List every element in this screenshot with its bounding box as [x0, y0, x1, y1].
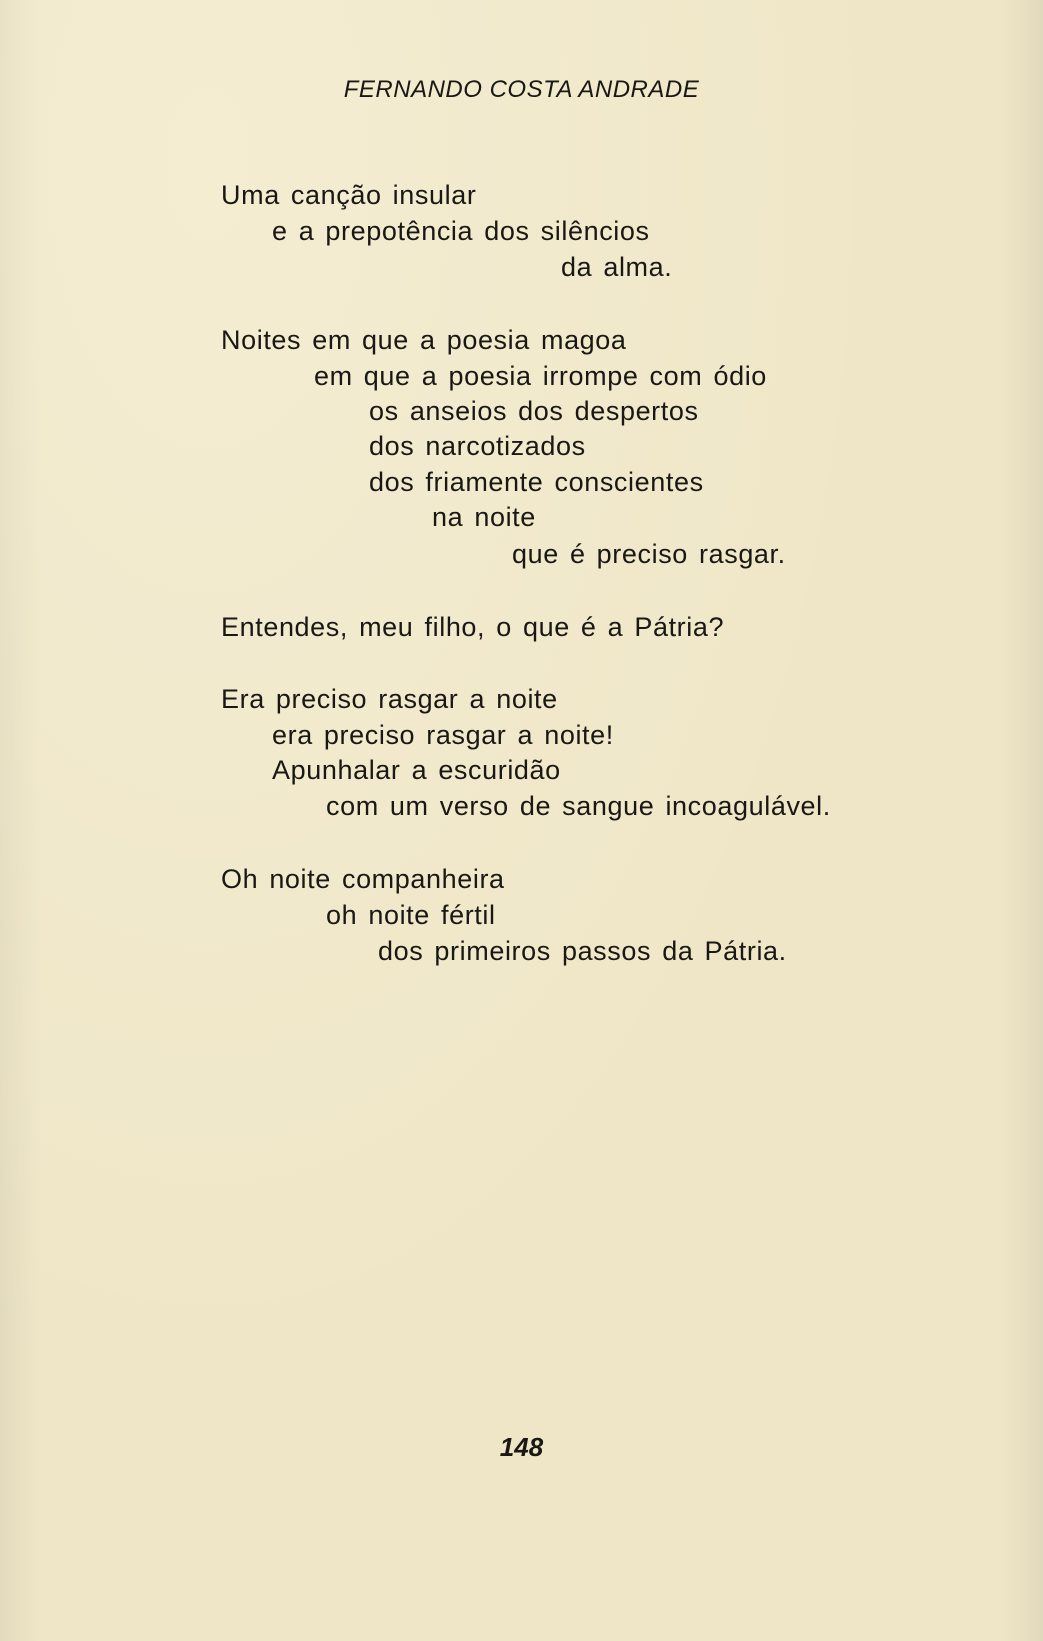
- poem-line: da alma.: [561, 252, 673, 282]
- poem-line: Era preciso rasgar a noite: [221, 684, 558, 714]
- poem-line: oh noite fértil: [326, 900, 496, 930]
- poem-line: Uma canção insular: [221, 180, 477, 210]
- page-number: 148: [499, 1432, 544, 1462]
- poem-line: era preciso rasgar a noite!: [272, 720, 614, 750]
- poem-line: Entendes, meu filho, o que é a Pátria?: [221, 612, 725, 642]
- poem-line: dos narcotizados: [369, 431, 586, 461]
- poem-line: dos primeiros passos da Pátria.: [378, 936, 787, 966]
- poem-line: em que a poesia irrompe com ódio: [314, 361, 767, 391]
- poem-line: com um verso de sangue incoagulável.: [326, 791, 831, 821]
- running-header-author: FERNANDO COSTA ANDRADE: [343, 76, 700, 103]
- poem-line: dos friamente conscientes: [369, 467, 704, 497]
- poem-line: Oh noite companheira: [221, 864, 505, 894]
- poem-line: Noites em que a poesia magoa: [221, 325, 627, 355]
- poem-line: os anseios dos despertos: [369, 396, 699, 426]
- poem-line: e a prepotência dos silêncios: [272, 216, 650, 246]
- poem-line: Apunhalar a escuridão: [272, 755, 561, 785]
- poem-line: que é preciso rasgar.: [512, 539, 786, 569]
- poem-line: na noite: [432, 502, 536, 532]
